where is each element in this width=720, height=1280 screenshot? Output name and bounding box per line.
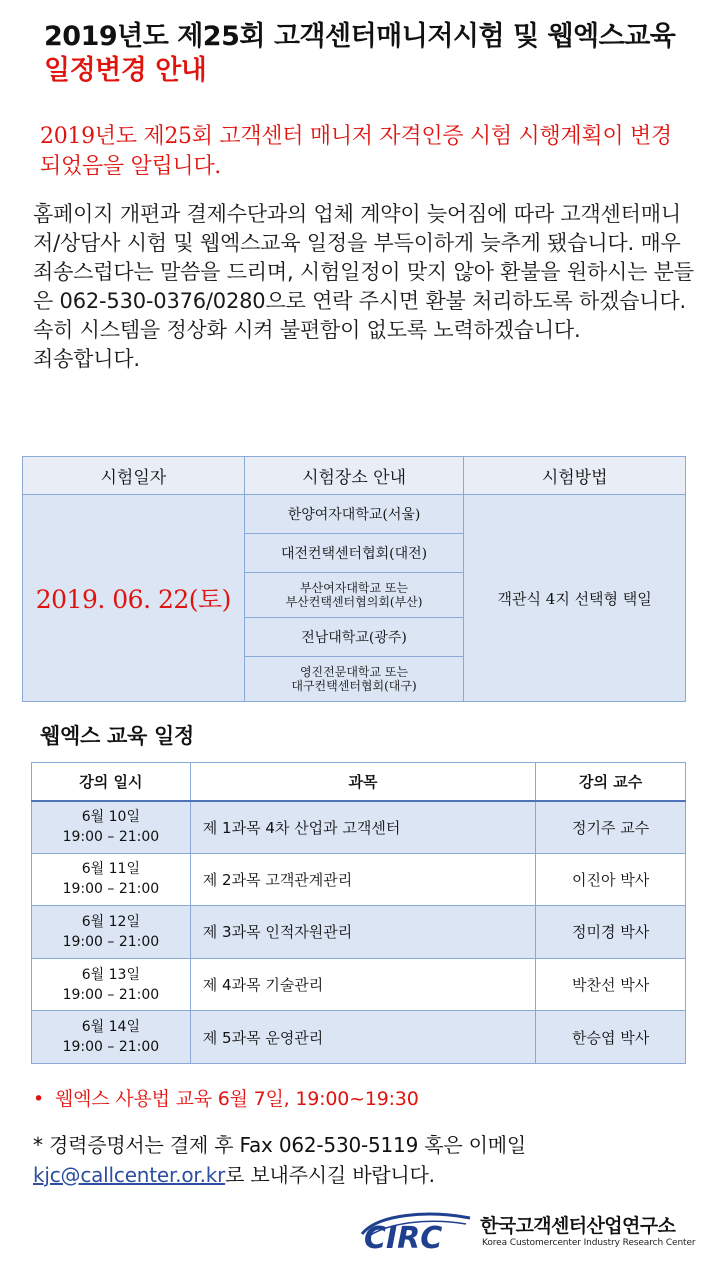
certificate-footnote [33, 1130, 693, 1190]
venue-line: 한양여자대학교(서울) [287, 507, 421, 523]
lecture-subject: 제 2과목 고객관계관리 [190, 853, 535, 906]
exam-venue [244, 534, 464, 573]
table-row [32, 958, 686, 1011]
footnote-suffix: 로 보내주시길 바랍니다. [225, 1163, 435, 1187]
webex-header-subject: 과목 [190, 763, 535, 801]
lecture-professor: 이진아 박사 [536, 853, 686, 906]
exam-header-method: 시험방법 [464, 457, 686, 495]
logo-english-name: Korea Customercenter Industry Research Center [482, 1238, 696, 1248]
footnote-prefix: * 경력증명서는 결제 후 Fax 062-530-5119 혹은 이메일 [33, 1133, 527, 1157]
lecture-time: 19:00 – 21:00 [62, 933, 160, 950]
lecture-subject: 제 3과목 인적자원관리 [190, 906, 535, 959]
lecture-professor: 정기주 교수 [536, 801, 686, 854]
table-row [32, 801, 686, 854]
organization-logo [358, 1208, 708, 1254]
exam-date: 2019. 06. 22(토) [23, 495, 245, 702]
venue-line: 영진전문대학교 또는 [299, 665, 409, 679]
lecture-subject: 제 5과목 운영관리 [190, 1011, 535, 1064]
exam-method: 객관식 4지 선택형 택일 [464, 495, 686, 702]
body-paragraph-1: 홈페이지 개편과 결제수단과의 업체 계약이 늦어짐에 따라 고객센터매니저/상담사 시험 및 웹엑스교육 일정을 부득이하게 늦추게 됐습니다. 매우 죄송스럽다는 말씀을 드리며, 시험일정이 맞지 않아 환불을 원하시는 분들은 062-530-0376/0280으로 연락 주시면 환불 처리하도록 하겠습니다. [33, 202, 694, 313]
exam-venue [244, 657, 464, 702]
table-row [32, 906, 686, 959]
lecture-subject: 제 4과목 기술관리 [190, 958, 535, 1011]
svg-text:CIRC: CIRC [364, 1221, 443, 1254]
title-line-1: 2019년도 제25회 고객센터매니저시험 및 웹엑스교육 [44, 21, 676, 52]
venue-line: 대구컨택센터협회(대구) [291, 679, 417, 693]
exam-schedule-table [22, 456, 686, 702]
table-row [32, 853, 686, 906]
lecture-professor: 한승엽 박사 [536, 1011, 686, 1064]
venue-line: 대전컨택센터협회(대전) [280, 546, 428, 562]
body-paragraph-3: 죄송합니다. [33, 347, 140, 371]
lecture-datetime [32, 853, 191, 906]
webex-header-datetime: 강의 일시 [32, 763, 191, 801]
venue-line: 부산컨택센터협의회(부산) [285, 595, 423, 609]
lecture-professor: 박찬선 박사 [536, 958, 686, 1011]
exam-header-date: 시험일자 [23, 457, 245, 495]
lecture-subject: 제 1과목 4차 산업과 고객센터 [190, 801, 535, 854]
lecture-datetime [32, 958, 191, 1011]
exam-venue [244, 618, 464, 657]
lecture-time: 19:00 – 21:00 [62, 829, 160, 846]
lecture-datetime [32, 1011, 191, 1064]
webex-usage-note [33, 1084, 419, 1111]
webex-header-professor: 강의 교수 [536, 763, 686, 801]
webex-usage-text: 웹엑스 사용법 교육 6월 7일, 19:00~19:30 [55, 1088, 419, 1110]
lecture-datetime [32, 906, 191, 959]
bullet-icon: • [33, 1088, 45, 1110]
webex-section-title: 웹엑스 교육 일정 [40, 724, 194, 748]
lecture-date: 6월 14일 [81, 1019, 140, 1036]
table-row [32, 1011, 686, 1064]
webex-schedule-table [31, 762, 686, 1064]
contact-email-link[interactable]: kjc@callcenter.or.kr [33, 1163, 226, 1187]
venue-line: 전남대학교(광주) [301, 630, 407, 646]
lecture-datetime [32, 801, 191, 854]
lecture-time: 19:00 – 21:00 [62, 1039, 160, 1056]
page-title [44, 20, 704, 88]
lecture-date: 6월 11일 [81, 861, 140, 878]
circ-logo-icon [358, 1208, 474, 1254]
lecture-date: 6월 10일 [81, 809, 140, 826]
change-notice: 2019년도 제25회 고객센터 매니저 자격인증 시험 시행계획이 변경되었음을 알립니다. [40, 124, 672, 179]
exam-header-venue: 시험장소 안내 [244, 457, 464, 495]
body-paragraph-2: 속히 시스템을 정상화 시켜 불편함이 없도록 노력하겠습니다. [33, 318, 581, 342]
body-text [33, 200, 698, 374]
lecture-professor: 정미경 박사 [536, 906, 686, 959]
exam-venue [244, 573, 464, 618]
lecture-time: 19:00 – 21:00 [62, 986, 160, 1003]
logo-korean-name: 한국고객센터산업연구소 [480, 1215, 676, 1237]
lecture-date: 6월 13일 [81, 966, 140, 983]
lecture-time: 19:00 – 21:00 [62, 881, 160, 898]
lecture-date: 6월 12일 [81, 913, 140, 930]
venue-line: 부산여자대학교 또는 [299, 581, 409, 595]
title-line-2: 일정변경 안내 [44, 55, 207, 86]
exam-venue [244, 495, 464, 534]
